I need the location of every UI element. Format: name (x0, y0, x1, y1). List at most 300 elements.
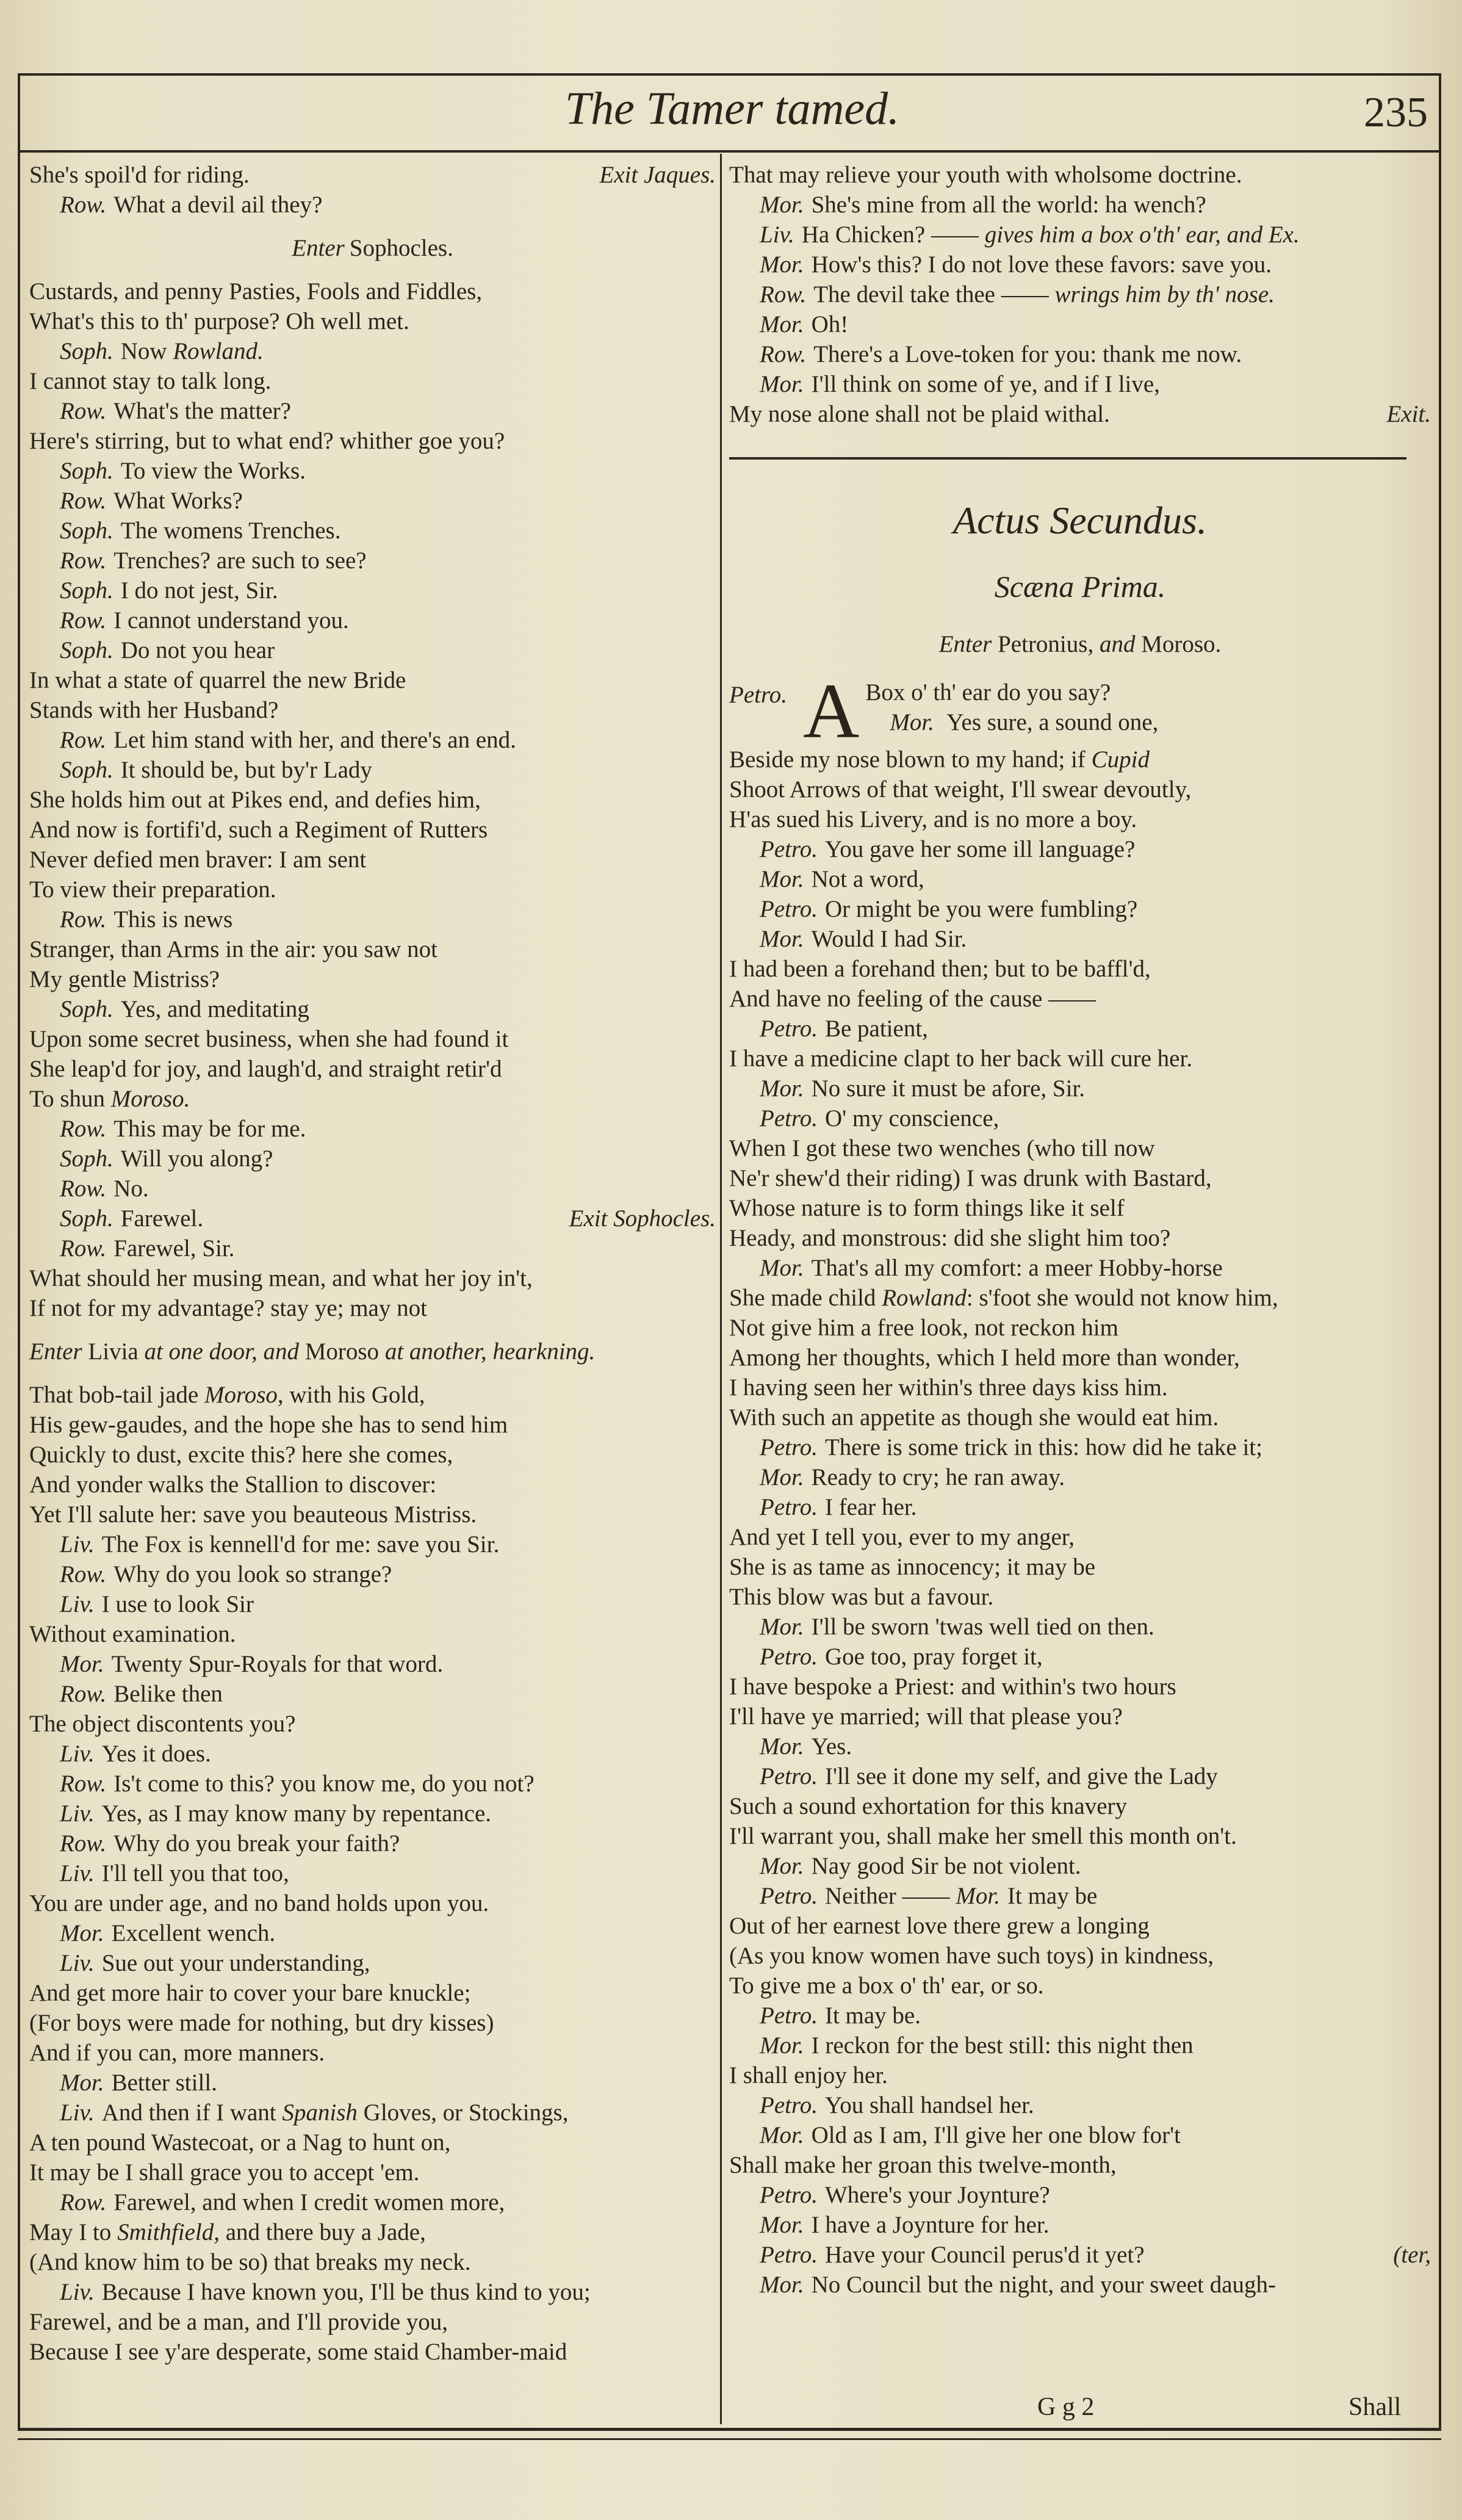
verse-line (729, 1432, 1431, 1462)
line-text: That's all my comfort: a meer Hobby-horse (811, 1255, 1223, 1281)
line-text: To give me a box o' th' ear, or so. (729, 1973, 1044, 1999)
verse-line (29, 426, 716, 456)
speaker-prefix: Petro. (760, 896, 818, 922)
verse-line (729, 2060, 1431, 2090)
line-text: What should her musing mean, and what her joy in't, (29, 1265, 533, 1291)
speaker-prefix: Row. (60, 1116, 107, 1142)
verse-line (29, 306, 716, 336)
stage-direction-text: Enter (292, 235, 345, 261)
left-column (29, 160, 716, 2367)
verse-line (29, 1174, 716, 1204)
speaker-prefix: Mor. (760, 1614, 804, 1640)
line-text: O' my conscience, (824, 1105, 999, 1132)
line-text: Whose nature is to form things like it self (729, 1195, 1125, 1221)
line-text: Where's your Joynture? (824, 2182, 1050, 2208)
speaker-prefix: Soph. (60, 1146, 113, 1172)
speaker-prefix: Liv. (60, 1800, 95, 1827)
line-text: Quickly to dust, excite this? here she comes, (29, 1442, 453, 1468)
verse-line (29, 725, 716, 755)
verse-line (29, 605, 716, 635)
speaker-prefix: Mor. (956, 1883, 1000, 1909)
line-text: Farewel, and be a man, and I'll provide you, (29, 2309, 448, 2335)
line-text: Excellent wench. (111, 1920, 276, 1946)
line-text: She's mine from all the world: ha wench? (811, 192, 1206, 218)
line-text: Twenty Spur-Royals for that word. (111, 1651, 444, 1677)
speaker-prefix: Liv. (60, 2279, 95, 2305)
line-text: Moroso (304, 1338, 385, 1365)
line-text: Ha Chicken? —— (801, 222, 985, 248)
line-text: The womens Trenches. (120, 518, 341, 544)
act-divider-rule (729, 457, 1406, 460)
verse-line (729, 160, 1431, 190)
line-text: I shall enjoy her. (729, 2062, 888, 2089)
verse-line (729, 1702, 1431, 1731)
speaker-prefix: Petro. (760, 2092, 818, 2118)
verse-line (29, 1829, 716, 1858)
line-text: I reckon for the best still: this night then (811, 2032, 1194, 2059)
line-text: You are under age, and no band holds upon you. (29, 1890, 489, 1916)
line-spacer (29, 263, 716, 276)
line-text: She leap'd for joy, and laugh'd, and straight retir'd (29, 1056, 502, 1082)
line-text: When I got these two wenches (who till now (729, 1135, 1155, 1161)
bottom-rule-secondary (18, 2438, 1441, 2440)
line-text: Because I see y'are desperate, some staid Chamber-maid (29, 2339, 567, 2365)
verse-line (29, 1144, 716, 1174)
line-spacer (29, 220, 716, 233)
signature-mark: G g 2 (1037, 2393, 1095, 2421)
line-text: No sure it must be afore, Sir. (811, 1075, 1086, 1102)
verse-line (29, 755, 716, 785)
line-text: : s'foot she would not know him, (966, 1285, 1278, 1311)
line-text: Yes it does. (101, 1741, 211, 1767)
verse-line (29, 456, 716, 486)
verse-line (729, 309, 1431, 339)
line-text: That may relieve your youth with wholsome doctrine. (729, 162, 1242, 188)
verse-line (729, 1014, 1431, 1044)
line-text: Because I have known you, I'll be thus kind to you; (101, 2279, 591, 2305)
line-text: Would I had Sir. (811, 926, 967, 952)
line-text: His gew-gaudes, and the hope she has to send him (29, 1412, 508, 1438)
verse-line (729, 1253, 1431, 1283)
line-text: Yes. (811, 1733, 852, 1760)
verse-line (29, 994, 716, 1024)
verse-line (729, 2210, 1431, 2240)
verse-line (29, 875, 716, 904)
italic-name: Spanish (282, 2099, 358, 2126)
column-divider (720, 154, 722, 2424)
scene-entrance (729, 629, 1431, 659)
speaker-prefix: Mor. (760, 1075, 804, 1102)
verse-line (729, 1731, 1431, 1761)
act-title: Actus Secundus. (953, 499, 1207, 542)
line-text: Heady, and monstrous: did she slight him too? (729, 1225, 1171, 1251)
verse-line (29, 1589, 716, 1619)
speaker-prefix: Mor. (760, 311, 804, 338)
verse-line (29, 396, 716, 426)
verse-line (29, 160, 716, 190)
verse-line (29, 1233, 716, 1263)
verse-line (729, 1821, 1431, 1851)
line-text: I'll be sworn 'twas well tied on then. (811, 1614, 1154, 1640)
speaker-prefix: Soph. (60, 637, 113, 663)
speaker-prefix: Petro. (760, 2242, 818, 2268)
verse-line (29, 785, 716, 815)
speaker-prefix: Row. (60, 488, 107, 514)
exit-direction: Exit. (1386, 401, 1431, 427)
line-text: You shall handsel her. (824, 2092, 1034, 2118)
exit-direction: Exit Jaques. (599, 162, 716, 188)
line-text: I have bespoke a Priest: and within's two hours (729, 1673, 1176, 1700)
verse-line (729, 1223, 1431, 1253)
line-text: There's a Love-token for you: thank me now. (813, 341, 1242, 367)
stage-direction-text: at one door, and (144, 1338, 305, 1365)
speaker-prefix: Soph. (60, 338, 113, 364)
verse-line (29, 1380, 716, 1410)
line-text: It should be, but by'r Lady (120, 757, 372, 783)
line-text: The Fox is kennell'd for me: save you Sir. (101, 1531, 500, 1558)
speaker-prefix: Row. (60, 1771, 107, 1797)
right-column-top-text (729, 160, 1431, 429)
line-text: To view the Works. (120, 458, 306, 484)
speaker-prefix: Petro. (760, 1883, 818, 1909)
verse-line (729, 1582, 1431, 1612)
line-text: , with his Gold, (277, 1382, 425, 1408)
verse-line (29, 665, 716, 695)
verse-line (29, 2307, 716, 2337)
line-text: She made child (729, 1285, 882, 1311)
line-text: I cannot stay to talk long. (29, 368, 272, 394)
verse-line (729, 2270, 1431, 2300)
line-text: Shoot Arrows of that weight, I'll swear devoutly, (729, 776, 1192, 803)
speaker-prefix: Mor. (60, 2070, 104, 2096)
line-text: It may be (1007, 1883, 1098, 1909)
line-text: I have a Joynture for her. (811, 2212, 1050, 2238)
entrance-character-1: Petronius, (998, 631, 1094, 657)
line-text: I having seen her within's three days kiss him. (729, 1374, 1168, 1401)
verse-line (29, 635, 716, 665)
speaker-prefix: Row. (60, 398, 107, 424)
verse-line (29, 366, 716, 396)
speaker-prefix: Mor. (760, 1853, 804, 1879)
verse-line (29, 1410, 716, 1440)
line-text: Yes, as I may know many by repentance. (101, 1800, 492, 1827)
speaker-prefix: Row. (60, 1561, 107, 1587)
line-text: This may be for me. (113, 1116, 306, 1142)
verse-line (29, 845, 716, 875)
verse-line (729, 924, 1431, 954)
italic-name: Cupid (1091, 746, 1150, 773)
verse-line (729, 1283, 1431, 1313)
verse-line (29, 2337, 716, 2367)
speaker-prefix: Row. (60, 1175, 107, 1202)
speaker-prefix: Mor. (760, 192, 804, 218)
verse-line (729, 1851, 1431, 1881)
speaker-prefix: Mor. (760, 926, 804, 952)
verse-line (29, 2157, 716, 2187)
verse-line (729, 1343, 1431, 1373)
speaker-prefix: Liv. (60, 1591, 95, 1617)
italic-name: Moroso. (110, 1086, 190, 1112)
entrance-character-2: Moroso. (1141, 631, 1222, 657)
line-text: Oh! (811, 311, 849, 338)
verse-line (29, 546, 716, 576)
speaker-prefix: Row. (60, 2189, 107, 2215)
line-text: What a devil ail they? (113, 192, 323, 218)
speaker-prefix: Soph. (60, 1205, 113, 1232)
verse-line (29, 1888, 716, 1918)
italic-name: Rowland (882, 1285, 967, 1311)
line-text: Goe too, pray forget it, (824, 1644, 1043, 1670)
speaker-prefix: Row. (60, 1235, 107, 1262)
verse-line (29, 516, 716, 546)
italic-name: Moroso (204, 1382, 278, 1408)
speaker-prefix: Row. (60, 547, 107, 574)
line-text: If not for my advantage? stay ye; may not (29, 1295, 427, 1321)
verse-line (729, 190, 1431, 220)
exit-direction: (ter, (1393, 2242, 1431, 2268)
dropcap-line-1 (729, 677, 1431, 745)
verse-line (29, 1204, 716, 1233)
line-text: What Works? (113, 488, 243, 514)
verse-line (29, 486, 716, 516)
line-text: This is news (113, 906, 233, 933)
page-number: 235 (1364, 89, 1428, 136)
verse-line (729, 894, 1431, 924)
verse-line (29, 1619, 716, 1649)
verse-line (729, 1971, 1431, 2001)
line-text: I do not jest, Sir. (120, 577, 278, 604)
speaker-prefix: Row. (60, 192, 107, 218)
line-text: I'll think on some of ye, and if I live, (811, 371, 1160, 397)
right-column (729, 160, 1431, 2300)
verse-line (729, 250, 1431, 280)
line-text: Yes, and meditating (120, 996, 309, 1022)
line-text: , and there buy a Jade, (214, 2219, 426, 2245)
line-text: May I to (29, 2219, 118, 2245)
speaker-prefix: Liv. (60, 2099, 95, 2126)
right-border (1439, 73, 1441, 2429)
verse-line (729, 2180, 1431, 2210)
verse-line (729, 1492, 1431, 1522)
verse-line (729, 1612, 1431, 1642)
verse-line (29, 904, 716, 934)
verse-line (29, 964, 716, 994)
line-text: Such a sound exhortation for this knavery (729, 1793, 1128, 1819)
line-text: It may be I shall grace you to accept 'em. (29, 2159, 420, 2186)
line-text: Farewel. (120, 1205, 204, 1232)
line-text: Be patient, (824, 1016, 928, 1042)
speaker-prefix: Row. (60, 906, 107, 933)
speaker-prefix: Petro. (760, 2002, 818, 2029)
verse-line (29, 1769, 716, 1799)
speaker-prefix: Petro. (760, 836, 818, 862)
speaker-prefix: Liv. (60, 1950, 95, 1976)
verse-line (29, 815, 716, 845)
line-text: Belike then (113, 1681, 223, 1707)
verse-line (729, 1791, 1431, 1821)
stage-direction-text: gives him a box o'th' ear, and Ex. (984, 222, 1300, 248)
speaker-prefix: Row. (60, 727, 107, 753)
verse-line (729, 834, 1431, 864)
stage-direction-text: wrings him by th' nose. (1054, 281, 1275, 308)
speaker-prefix: Mor. (760, 251, 804, 278)
line-text: To shun (29, 1086, 111, 1112)
verse-line (29, 1799, 716, 1829)
scene-title: Scæna Prima. (994, 569, 1166, 604)
line-text: Gloves, or Stockings, (357, 2099, 569, 2126)
line-text: Now (120, 338, 173, 364)
verse-line (729, 745, 1431, 774)
speaker-prefix: Petro. (760, 1763, 818, 1789)
line-text: Custards, and penny Pasties, Fools and Fiddles, (29, 278, 483, 305)
verse-line (729, 1642, 1431, 1672)
verse-line (729, 1672, 1431, 1702)
verse-line (729, 1911, 1431, 1941)
verse-line (729, 954, 1431, 984)
line-text: My gentle Mistriss? (29, 966, 220, 992)
verse-line (29, 2098, 716, 2128)
verse-line (29, 1918, 716, 1948)
line-text: Will you along? (120, 1146, 273, 1172)
verse-line (29, 1114, 716, 1144)
line-text: Not give him a free look, not reckon him (729, 1315, 1118, 1341)
line-text: And if you can, more manners. (29, 2040, 325, 2066)
verse-line (29, 276, 716, 306)
line-text: And then if I want (101, 2099, 283, 2126)
speaker-prefix: Row. (60, 1830, 107, 1857)
line-text: And yet I tell you, ever to my anger, (729, 1524, 1075, 1550)
line-text: Why do you break your faith? (113, 1830, 400, 1857)
speaker-prefix: Row. (60, 1681, 107, 1707)
verse-line (729, 2031, 1431, 2060)
line-text: I'll have ye married; will that please you? (729, 1703, 1123, 1730)
verse-line (729, 804, 1431, 834)
verse-line (29, 934, 716, 964)
verse-line (29, 1440, 716, 1470)
verse-line (29, 1263, 716, 1293)
line-text: Or might be you were fumbling? (824, 896, 1138, 922)
stage-direction-text: Enter (29, 1338, 88, 1365)
verse-line (29, 1054, 716, 1084)
right-column-bottom-text (729, 745, 1431, 2300)
line-text: (For boys were made for nothing, but dry kisses) (29, 2010, 494, 2036)
line-text: No Council but the night, and your sweet daugh- (811, 2272, 1277, 2298)
verse-line (729, 774, 1431, 804)
verse-line (729, 1103, 1431, 1133)
line-text: What's the matter? (113, 398, 291, 424)
verse-line (29, 1470, 716, 1500)
line-text: Never defied men braver: I am sent (29, 847, 367, 873)
line-text: Stranger, than Arms in the air: you saw not (29, 936, 438, 962)
verse-line (29, 1559, 716, 1589)
line-text: H'as sued his Livery, and is no more a boy. (729, 806, 1137, 832)
verse-line (729, 984, 1431, 1014)
verse-line (29, 1978, 716, 2008)
verse-line (729, 1163, 1431, 1193)
line-text: (And know him to be so) that breaks my neck. (29, 2249, 471, 2275)
speaker-prefix: Mor. (60, 1920, 104, 1946)
verse-line (29, 1679, 716, 1709)
verse-line (29, 1948, 716, 1978)
speaker-prefix: Petro. (760, 1105, 818, 1132)
top-rule (18, 73, 1441, 76)
stage-direction (29, 233, 716, 263)
speaker-prefix: Mor. (760, 1464, 804, 1490)
verse-line (729, 369, 1431, 399)
verse-line (29, 2128, 716, 2157)
italic-name: Smithfield (117, 2219, 214, 2245)
verse-line (729, 280, 1431, 309)
line-text: Shall make her groan this twelve-month, (729, 2152, 1117, 2178)
line-text: I have a medicine clapt to her back will cure her. (729, 1045, 1193, 1072)
speaker-prefix: Row. (760, 281, 807, 308)
verse-line (29, 1649, 716, 1679)
verse-line (729, 2090, 1431, 2120)
verse-line (729, 1941, 1431, 1971)
speaker-prefix: Soph. (60, 577, 113, 604)
verse-line (29, 2247, 716, 2277)
verse-line (29, 1709, 716, 1739)
line-text: No. (113, 1175, 149, 1202)
dropcap-text-2: Yes sure, a sound one, (946, 709, 1159, 735)
speaker-prefix: Mor. (760, 1733, 804, 1760)
drop-capital: A (802, 677, 860, 745)
verse-line (29, 1024, 716, 1054)
verse-line (29, 336, 716, 366)
line-text: This blow was but a favour. (729, 1584, 994, 1610)
line-text: And get more hair to cover your bare knuckle; (29, 1980, 471, 2006)
speaker-prefix: Petro. (729, 682, 787, 708)
verse-line (29, 1858, 716, 1888)
line-text: In what a state of quarrel the new Bride (29, 667, 406, 693)
speaker-prefix: Mor. (760, 1255, 804, 1281)
entrance-conjunction: and (1099, 631, 1136, 657)
line-text: Without examination. (29, 1621, 236, 1647)
speaker-prefix: Liv. (760, 222, 794, 248)
verse-line (729, 1552, 1431, 1582)
line-text: Farewel, Sir. (113, 1235, 235, 1262)
verse-line (29, 2187, 716, 2217)
verse-line (729, 339, 1431, 369)
line-text: I cannot understand you. (113, 607, 349, 634)
verse-line (729, 1133, 1431, 1163)
line-spacer (29, 1367, 716, 1380)
speaker-prefix: Mor. (60, 1651, 104, 1677)
line-text: Not a word, (811, 866, 924, 892)
speaker-prefix: Petro. (760, 2182, 818, 2208)
dropcap-block (729, 677, 1431, 745)
verse-line (729, 1522, 1431, 1552)
speaker-prefix: Liv. (60, 1741, 95, 1767)
verse-line (29, 1529, 716, 1559)
speaker-prefix: Mor. (760, 2212, 804, 2238)
verse-line (29, 1084, 716, 1114)
line-text: How's this? I do not love these favors: save you. (811, 251, 1272, 278)
line-text: Nay good Sir be not violent. (811, 1853, 1081, 1879)
line-text: Farewel, and when I credit women more, (113, 2189, 505, 2215)
line-text: Old as I am, I'll give her one blow for't (811, 2122, 1181, 2148)
speaker-prefix: Mor. (890, 709, 934, 735)
speaker-prefix: Mor. (760, 866, 804, 892)
verse-line (29, 190, 716, 220)
running-title: The Tamer tamed. (564, 83, 900, 134)
line-text: Among her thoughts, which I held more than wonder, (729, 1345, 1240, 1371)
line-text: With such an appetite as though she would eat him. (729, 1404, 1219, 1431)
line-text: Sophocles. (349, 235, 453, 261)
speaker-prefix: Soph. (60, 458, 113, 484)
speaker-prefix: Petro. (760, 1644, 818, 1670)
speaker-prefix: Petro. (760, 1494, 818, 1520)
